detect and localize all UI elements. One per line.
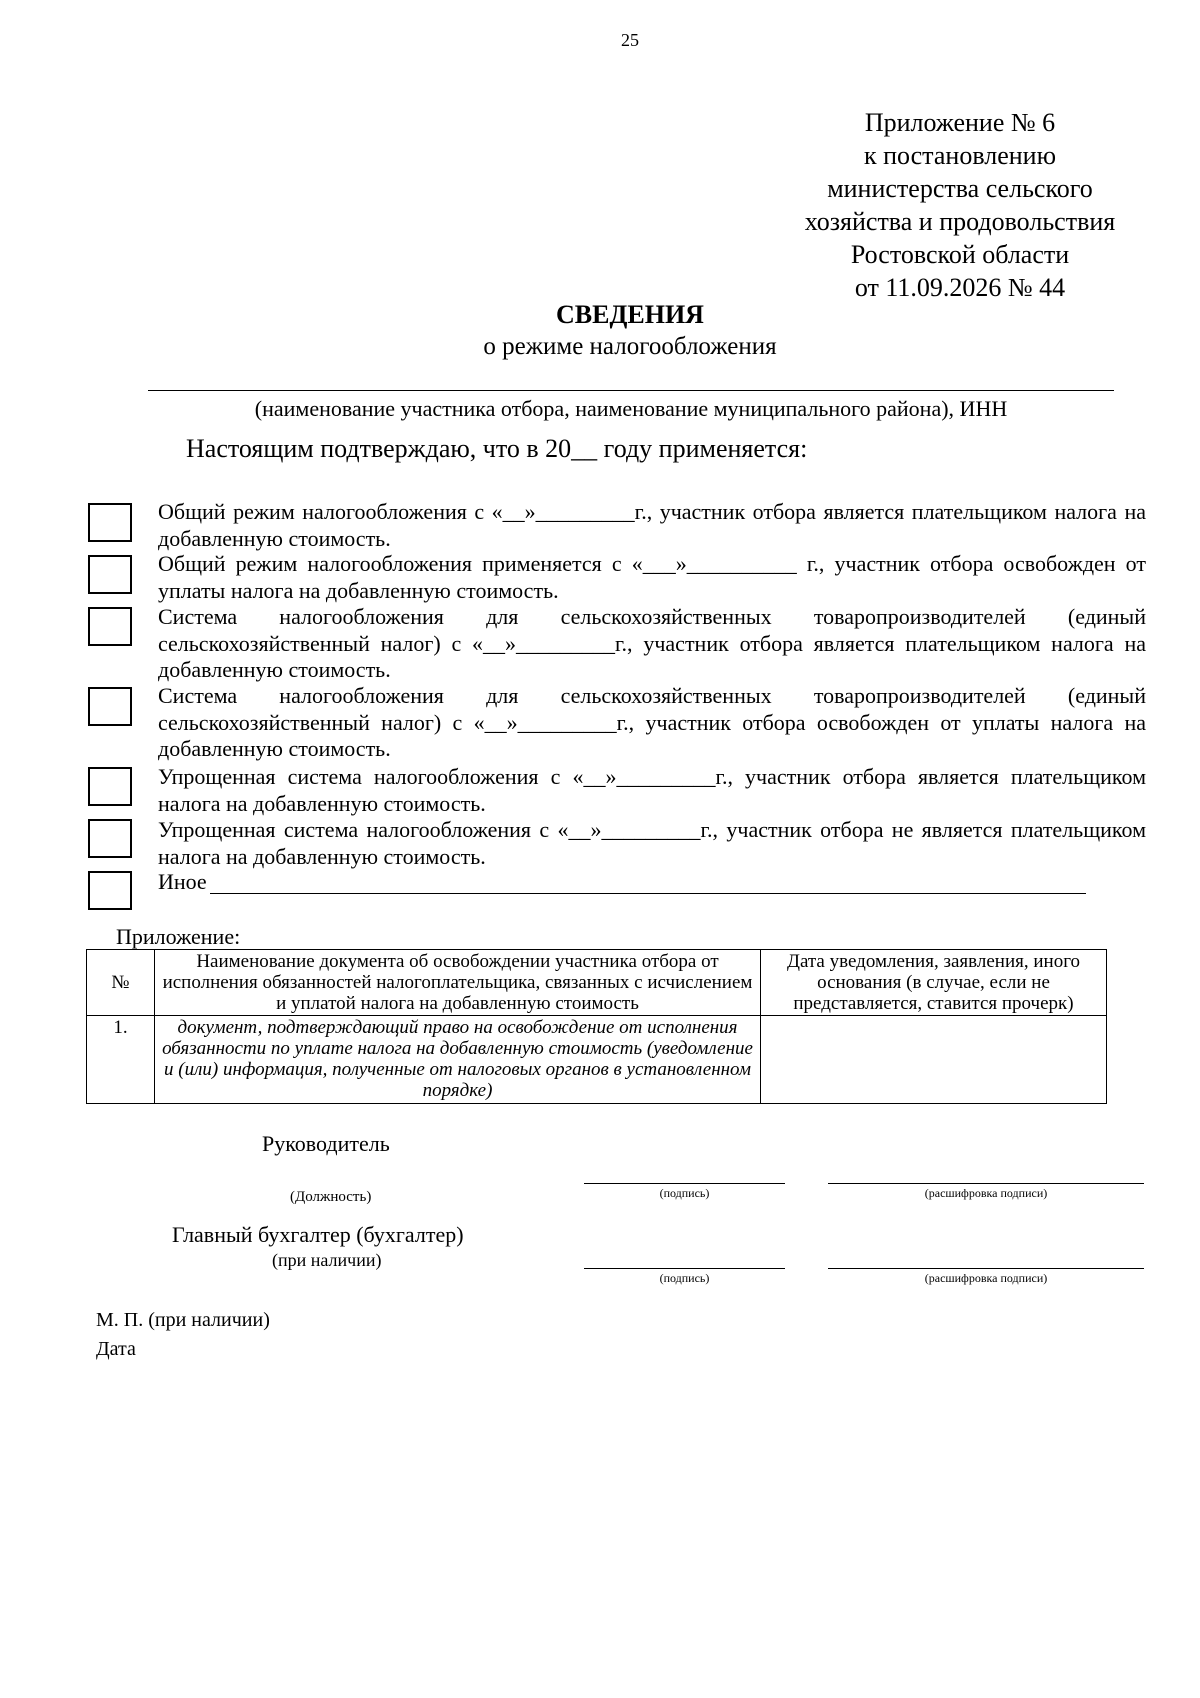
- participant-name-caption: (наименование участника отбора, наименование муниципального района), ИНН: [254, 396, 1008, 421]
- option-checkbox-general-vat-exempt[interactable]: [88, 555, 132, 594]
- appendix-line: к постановлению: [863, 141, 1057, 170]
- option-text: Общий режим налогообложения с «__»_________г., участник отбора является плательщиком налога на добавленную стоимость.: [158, 499, 1146, 551]
- signature-caption: (подпись): [659, 1271, 710, 1285]
- table-cell-document: документ, подтверждающий право на освобождение от исполнения обязанности по уплате налога на добавленную стоимость (уведомление и (или) информация, полученные от налоговых органов в установленном порядке): [155, 1016, 761, 1104]
- position-caption: (Должность): [290, 1189, 372, 1205]
- appendix-line: министерства сельского: [827, 174, 1093, 203]
- attachment-table: [86, 949, 1107, 1104]
- accountant-title: Главный бухгалтер (бухгалтер): [172, 1222, 464, 1247]
- appendix-line: Ростовской области: [850, 240, 1070, 269]
- option-text: Система налогообложения для сельскохозяйственных товаропроизводителей (единый сельскохозяйственный налог) с «__»_________г., участник отбора освобожден от уплаты налога на добавленную стоимость.: [158, 683, 1146, 761]
- appendix-line: хозяйства и продовольствия: [804, 207, 1116, 236]
- document-title: СВЕДЕНИЯ: [556, 300, 704, 329]
- head-signature-line[interactable]: [584, 1183, 785, 1184]
- decode-caption: (расшифровка подписи): [924, 1271, 1048, 1285]
- table-header-cell: Дата уведомления, заявления, иного основания (в случае, если не представляется, ставится прочерк): [761, 950, 1107, 1016]
- table-cell-date[interactable]: [761, 1016, 1107, 1104]
- option-text: Система налогообложения для сельскохозяйственных товаропроизводителей (единый сельскохозяйственный налог) с «__»_________г., участник отбора является плательщиком налога на добавленную стоимость.: [158, 604, 1146, 682]
- date-label: Дата: [96, 1338, 136, 1360]
- option-text: Упрощенная система налогообложения с «__»_________г., участник отбора является плательщиком налога на добавленную стоимость.: [158, 764, 1146, 816]
- option-checkbox-esn-vat-exempt[interactable]: [88, 687, 132, 726]
- accountant-signature-line[interactable]: [584, 1268, 785, 1269]
- head-decode-line[interactable]: [828, 1183, 1144, 1184]
- option-checkbox-general-vat-payer[interactable]: [88, 503, 132, 542]
- signature-caption: (подпись): [659, 1186, 710, 1200]
- table-row: [87, 1016, 1107, 1104]
- decode-caption: (расшифровка подписи): [924, 1186, 1048, 1200]
- option-text-other: Иное: [158, 869, 207, 894]
- appendix-line: Приложение № 6: [864, 108, 1056, 137]
- table-header-row: [87, 950, 1107, 1016]
- accountant-note: (при наличии): [272, 1250, 382, 1270]
- attachment-label: Приложение:: [116, 924, 241, 949]
- appendix-line: от 11.09.2026 № 44: [854, 273, 1066, 302]
- head-title: Руководитель: [262, 1131, 390, 1156]
- option-checkbox-esn-vat-payer[interactable]: [88, 607, 132, 646]
- option-checkbox-other[interactable]: [88, 871, 132, 910]
- table-cell-num: 1.: [87, 1016, 155, 1104]
- table-header-cell: Наименование документа об освобождении участника отбора от исполнения обязанностей налогоплательщика, связанных с исчислением и уплатой налога на добавленную стоимость: [155, 950, 761, 1016]
- page-number: 25: [621, 30, 639, 50]
- option-checkbox-simplified-vat-payer[interactable]: [88, 767, 132, 806]
- appendix-header: [770, 106, 1150, 304]
- accountant-decode-line[interactable]: [828, 1268, 1144, 1269]
- document-subtitle: о режиме налогообложения: [483, 333, 777, 360]
- confirmation-statement: Настоящим подтверждаю, что в 20__ году применяется:: [186, 434, 808, 463]
- table-header-cell: №: [87, 950, 155, 1016]
- option-text: Упрощенная система налогообложения с «__»_________г., участник отбора не является плательщиком налога на добавленную стоимость.: [158, 817, 1146, 869]
- participant-name-line[interactable]: [148, 390, 1114, 391]
- option-checkbox-simplified-not-vat-payer[interactable]: [88, 819, 132, 858]
- option-text: Общий режим налогообложения применяется с «___»__________ г., участник отбора освобожден от уплаты налога на добавленную стоимость.: [158, 551, 1146, 603]
- stamp-label: М. П. (при наличии): [96, 1309, 270, 1331]
- other-input-line[interactable]: [210, 893, 1086, 894]
- stamp-block: [96, 1306, 270, 1364]
